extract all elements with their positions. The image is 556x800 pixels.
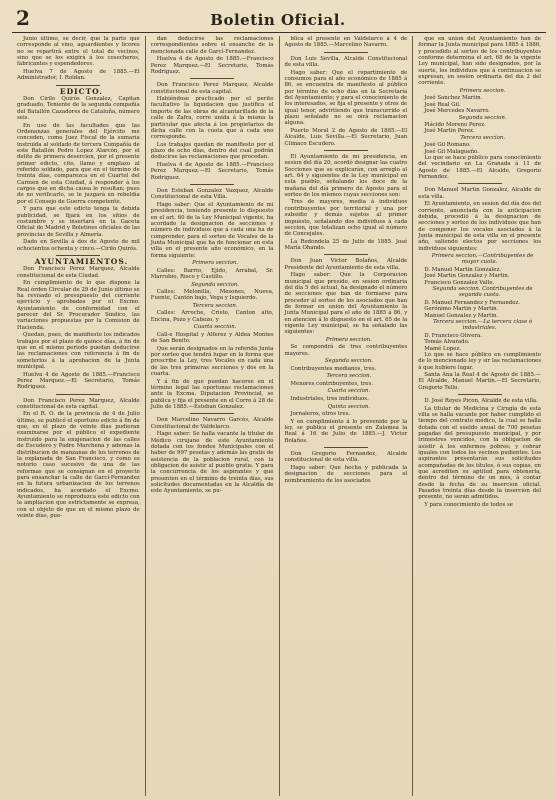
list-item: Plácido Moreno Perez. — [424, 122, 486, 129]
paragraph: Calles: Melonilla, Mesones, Nueva, Fuente, Cantón bajo, Vega y Isquierdo. — [150, 289, 274, 302]
subsection-title: Quinta seccion. — [327, 403, 371, 410]
divider-rule — [190, 78, 234, 79]
paragraph: Don Luis Sevilla, Alcalde Constitucional de esta villa. — [284, 55, 408, 69]
paragraph: Y para conocimiento de todos se — [424, 501, 513, 508]
paragraph: Puerto Moral 2 de Agosto de 1885.—El Alcalde, Luis Sevilla.—El Secretario, Juan Climaco Escudero. — [284, 127, 408, 147]
paragraph: Tres de mayores, media á individuos contribuyentes por territorial y una por subsidio y demás sujetos al primer impuesto, señalando dos individuos á cada seccion, que totalizan ocho igual al número de Concejales. — [284, 199, 408, 238]
list-item: Tomás Alvarado. — [424, 339, 470, 346]
paragraph: Don Juan Victor Bolaños, Alcalde Presidente del Ayuntamiento de esta villa. — [284, 258, 408, 271]
divider-rule — [324, 447, 368, 448]
subsection-title: Tercera seccion. — [460, 134, 506, 141]
subsection-title: Primera seccion. — [459, 87, 506, 94]
paragraph: Que serán designados en la referida Junta por sorteo que tendrá lugar en la forma que prescribe la Ley, tres Vocales en cada una de las tres primeras secciones y dos en la cuarta. — [150, 345, 274, 378]
divider-rule — [324, 150, 368, 151]
name-list — [418, 95, 541, 114]
paragraph: Y á fin de que puedan hacerse en el término legal las oportunas reclamaciones ante la Excma. Diputacion Provincial, se publica y fija el presente en el Corro á 28 de Julio de 1885.—Esteban Gonzalez. — [150, 378, 274, 411]
paragraph: Jornaleros, otros tres. — [290, 411, 351, 418]
divider-rule — [458, 394, 502, 395]
subsection-title: Cuarta seccion. — [193, 324, 237, 331]
list-item: José Gil Malagueño. — [424, 148, 479, 155]
page-title: Boletin Oficial. — [210, 11, 346, 29]
subsection-title: Segunda seccion. — [191, 281, 240, 288]
paragraph: Calles: Arroche, Cristo, Canton alto, Encina, Pozo y Cabezo, y — [150, 310, 274, 323]
paragraph: dan deducirse las reclamaciones correspondientes sobre el ensanche de la mencionada calle de Garcí-Fernandez. — [150, 36, 274, 55]
list-item: José Mercedes Navarro. — [424, 108, 491, 115]
paragraph: El Ayuntamiento de mi presidencia, en sesion del día 20, acordó designar las cuatro Secciones que se explicarán, con arreglo al art. 64 y siguientes de la Ley municipal en esta pueblo, señalando los doce de la mañana del día primero de Agosto para el sorteo de los mismos cuyas secciones son: — [284, 153, 408, 198]
paragraph: Don Manuel Martin Gonzalez, Alcalde de esta villa. — [418, 187, 541, 200]
name-list — [418, 333, 541, 352]
columns — [12, 36, 546, 796]
divider-rule — [324, 52, 368, 53]
paragraph: La Redondela 25 de Julio de 1885. José María Ohando. — [284, 238, 408, 252]
name-list — [418, 122, 541, 135]
paragraph: Habiéndose practicado por el perito facultativo la liquidacion que justifica el importe de las obras de alcantarillado de la calle de Zafra, corre unida á la misma la particular que afecta á los propietarios de dicha calle con la cuota que á cada uno corresponde. — [150, 96, 274, 141]
paragraph: En uso de las facultades que las Ordenanzas generales del Ejército me conceden, como Juez Fiscal de la sumaria instruida al soldado de tercera Compañía de este Batallón Pedro Lopez Alarcón, por el delito de primera desercion, por el presente primer edicto, cito, llamo y emplazo al referido soldado, para que en el término de treinta días, comparezca en el Cuartel del Carmen de esta Ciudad, á responder á los cargos que en dicha causa le resultan; pues de no verificarlo, se le juzgará en rebeldía por el Consejo de Guerra competente. — [17, 122, 140, 205]
subsection-title: Primera seccion. — [325, 336, 372, 343]
list-item: Mamé Lopez. — [424, 345, 462, 352]
subsection-title: Tercera seccion.—La tercera clase ó industriales. — [433, 318, 533, 332]
paragraph: Don Gregorio Fernandez, Alcalde constitucional de esta villa. — [284, 450, 408, 464]
paragraph: Y en cumplimiento á lo prevenido por la ley, se publica el presente en Zalamea la Real á 16 de Julio de 1885.—J. Victor Bolaños. — [284, 418, 408, 444]
list-item: D. Manuel Martin Gonzalez. — [424, 267, 502, 273]
list-item: José Sanchez Martin. — [424, 95, 483, 102]
paragraph: Industriales, tres individuos. — [290, 395, 369, 402]
paragraph: Don Esteban Gonzalez Vazquez, Alcalde Constitucional de esta Villa. — [150, 187, 274, 201]
paragraph: D. José Reyes Picon, Alcalde de esta villa. — [424, 398, 538, 405]
list-item: Gerónimo Martin y Martin. — [424, 306, 499, 313]
subsection-title: Tercera seccion. — [326, 373, 372, 380]
paragraph: Los trabajos quedan de manifiesto por el plazo de ocho días, dentro del cual podrán deducirse las reclamaciones que procedan. — [150, 141, 274, 161]
masthead — [12, 6, 546, 33]
divider-rule — [56, 394, 100, 395]
paragraph: Don Cirilo Quirós Gonzalez, Capitan graduado, Teniente de la segunda compañía del Batallón Cazadores de Cataluña, número seis. — [17, 96, 140, 122]
paragraph: Hago saber: Que hecha y publicada la designacion de secciones para el nombramiento de los asociados — [284, 464, 408, 484]
column-4 — [413, 36, 546, 796]
subsection-title: Segunda seccion. Contribuyentes de segunda cuota. — [432, 286, 533, 299]
paragraph: Calles: Barrio, Ejido, Arrabal, Sr. Marrubio, Risco y Castillo. — [150, 267, 274, 280]
name-list — [418, 267, 541, 286]
list-item: José Martin Perez. — [424, 128, 475, 135]
subsection-title: Primera seccion. — [192, 260, 239, 267]
subsection-title: Segunda seccion. — [458, 114, 507, 121]
paragraph: Hago saber: Que el repartimiento de consumos para el año económico de 1885 á 86, se encuentra de manifiesto al público por término de ocho días en la Secretaría del Ayuntamiento; y para el conocimiento de los interesados, se fija el presente y otros de igual tenor, advirtiendo que transcurrido el plazo señalado no se oirá reclamacion alguna. — [284, 69, 408, 127]
paragraph: Junio último, se decir, que la parte que corresponde al vino, aguardientes y licores no se repartirá entre el total de vecinos, sino que se los exigirá á los cosecheros, fabricantes y espendedores. — [17, 36, 140, 68]
list-item: José Martin Gonzalez y Martin. — [424, 273, 510, 280]
paragraph: Don Marcelino Navarro Garcés, Alcalde Constitucional de Valdelarco. — [150, 417, 274, 430]
paragraph: Huelva 4 de Agosto de 1885.—Francisco Perez Marquez.—El Secretario, Tomás Rodriguez. — [150, 56, 274, 75]
paragraph: Call-e Hospital y Alferez y Aldea Montes de San Benito. — [150, 331, 274, 345]
paragraph: Hago saber: Que el Ayuntamiento de mi presidencia, teniendo presente lo dispuesto en el art. 60 de la Ley Municipal vigente, ha acordado la designacion de secciones y número de individuos que á cada una ha de comprender, para el sorteo de Vocales de la Junta Municipal que ha de funcionar en esta villa en el presente año económico, en la forma siguiente: — [150, 201, 274, 259]
divider-rule — [56, 255, 100, 256]
subsection-title: Primera seccion.—Contribuyentes de mayor cuota. — [431, 253, 534, 266]
divider-rule — [458, 183, 502, 184]
paragraph: Huelva 7 de Agosto de 1885.—El Administrador, I. Roldan. — [17, 68, 140, 82]
paragraph: Hago saber: Que la Corporacion municipal que presido, en sesion ordinaria del día 5 del actual, ha designado el número de secciones que han de formarse para proceder al sorteo de los asociados que han de formar en union del Ayuntamiento la Junta Municipal para el año de 1885 á 86, y en atencion á lo dispuesto en el art. 65 de la vigente Ley municipal, se ha señalado las siguientes: — [284, 272, 408, 336]
paragraph: En el R. O. de la provincia de 4 de Julio último, se publicó el oportuno edicto á fin de que, en el plazo de veinte días pudieran examinarse por el público el expediente instruido para la enajenacion de las calles de Escudero y Padre Marchena y ademas la distribucion de manzanas de los terrenos de la explanada de San Francisco, y como es notorio caso sucesivo de una de las reformas que se consignan en el proyecto para ensanchar la calle de Garcí-Fernandez en la futura urbanizacion de los terrenos indicados, ha acordado el Excmo. Ayuntamiento se reproduzca este edicto con la ampliacion que estrictamente se expresa, con el objeto de que en el mismo plazo de veinte días, pue- — [17, 411, 140, 519]
divider-rule — [190, 413, 234, 414]
paragraph: La titular de Medicina y Cirugía de esta villa se halla vacante por haber cumplido el tiempo del contrato médico, la cual se halla dotada con el sueldo anual de 700 pesetas pagadas del presupuesto municipal, y por trimestres vencidos, con la obligacion de asistir á los enfermos pobres; y cobrar iguales con todos los vecinos pudientes. Los aspirantes presentarán sus solicitudes acompañadas de los títulos, ó sus copias, en que acrediten su aptitud para obtenerla, dentro del término de un mes, á contar desde la fecha de su insercion oficial. Pasados treinta días desde la insercion del presente, no serán admitidos. — [418, 405, 541, 501]
list-item: Manuel Gonzalez y Martin. — [424, 312, 499, 319]
paragraph: Dado en Sevilla á dos de Agosto de mil ochocientos ochenta y cinco.—Cirilo Quirós. — [17, 239, 140, 252]
list-item: José Real Gil. — [424, 101, 461, 108]
column-1 — [12, 36, 146, 796]
divider-rule — [190, 184, 234, 185]
page-number: 2 — [16, 6, 30, 30]
paragraph: En cumplimiento de lo que dispone la Real órden Circular de 29 de Junio último se ha revisado el presupuesto del corriente ejercicio y aprobados por el Excmo. Ayuntamiento de conformidad con el parecer del Sr. Procurador Síndico, las variaciones propuestas por la Comision de Hacienda. — [17, 280, 140, 331]
divider-rule — [324, 254, 368, 255]
paragraph: El Ayuntamiento, en sesion del día dos del corriente, anunciada con la anticipacion debida, procedió á la designacion de secciones y sorteo de los individuos que han de componer los vocales asociados á la Junta municipal de esta villa en el presente año, saliendo electos por secciones los individuos siguientes: — [418, 201, 541, 252]
section-heading: AYUNTAMIENTOS. — [34, 256, 129, 266]
section-heading: EDICTO. — [59, 86, 103, 96]
paragraph: Hago saber: Se halla vacante la titular de Médico cirujano de este Ayuntamiento dotada con los fondos Municipales con el haber de 997 pesetas y además las gratis de asistencia de la poblacion rural, con la obligacion de asistir al pueblo gratis. Y para la concurrencia de los aspirantes y que presenten en el término de treinta días, sus solicitudes documentadas en la Alcaldía de este Ayuntamiento, se pu- — [150, 431, 274, 495]
paragraph: Lo que se hace público en cumplimiento de lo mencionado ley y sir las reclamaciones á que hubiere lugar. — [418, 351, 541, 371]
paragraph: Santa Ana la Real 4 de Agosto de 1885.—El Alcalde, Manuel Martin.—El Secretario, Gregorio Tello. — [418, 372, 541, 391]
paragraph: que en union del Ayuntamiento han de formar la Junta municipal para 1885 á 1886, y procedido al sorteo de los contribuyentes conforme determina el art. 68 de la vigente Ley municipal, han sido designados, por la suerte, los individuos que á continuacion se expresan, en sesion ordinaria del día 2 del corriente. — [418, 36, 541, 87]
paragraph: Don Francisco Perez Marquez, Alcalde constitucional de esta capital. — [17, 397, 140, 410]
subsection-title: Tercera seccion. — [192, 302, 238, 309]
column-3 — [280, 36, 414, 796]
paragraph: Huelva 4 de Agosto de 1885.—Francisco Perez Marquez.—El Secretario, Tomás Rodriguez. — [150, 161, 274, 181]
list-item: José Gil Romano. — [424, 142, 471, 149]
paragraph: Huelva 4 de Agosto de 1885.—Francisco Perez Marquez.—El Secretario, Tomás Rodriguez. — [17, 371, 140, 391]
subsection-title: Segunda seccion. — [324, 358, 373, 365]
list-item: D. Manuel Fernandez y Fernandez. — [424, 299, 520, 306]
subsection-title: Cuarta seccion. — [327, 388, 371, 395]
paragraph: Lo que se hace público para conocimiento del vecindario en La Granada á 11 de Agosto de 1885.—El Alcalde, Gregorio Fernandez. — [418, 154, 541, 180]
divider-rule — [56, 85, 100, 86]
paragraph: Don Francisco Perez Marquez, Alcalde constitucional de esta capital. — [150, 82, 274, 95]
list-item: Francisco Gonzalez Valle. — [424, 279, 495, 286]
paragraph: Se compondrá de tres contribuyentes mayores. — [284, 344, 408, 357]
list-item: D. Francisco Olivera. — [424, 332, 482, 339]
paragraph: Contribuyentes medianos, tres. — [290, 365, 377, 372]
paragraph: Y para que este edicto tenga la debida publicidad, se fijará en los sitios de costumbre y se insertará en la Gaceta Oficial de Madrid y Boletines oficiales de las provincias de Sevilla y Almería. — [17, 206, 140, 238]
name-list — [418, 142, 541, 155]
paragraph: Quedan, pues, de manifiesto los indicados trabajos por el plazo de quince días, á fin de que en el mismo periodo puedan deducirse las reclamaciones con referencia á fin de someterlos á la aprobacion de la Junta municipal. — [17, 332, 140, 370]
paragraph: blica el presente en Valdelarco á 4 de Agosto de 1885.—Marcelino Navarro. — [284, 36, 408, 49]
name-list — [418, 300, 541, 319]
column-2 — [146, 36, 280, 796]
paragraph: Menores contribuyentes, tres. — [290, 380, 373, 387]
paragraph: Don Francisco Perez Marquez, Alcalde constitucional de esta Ciudad. — [17, 266, 140, 279]
